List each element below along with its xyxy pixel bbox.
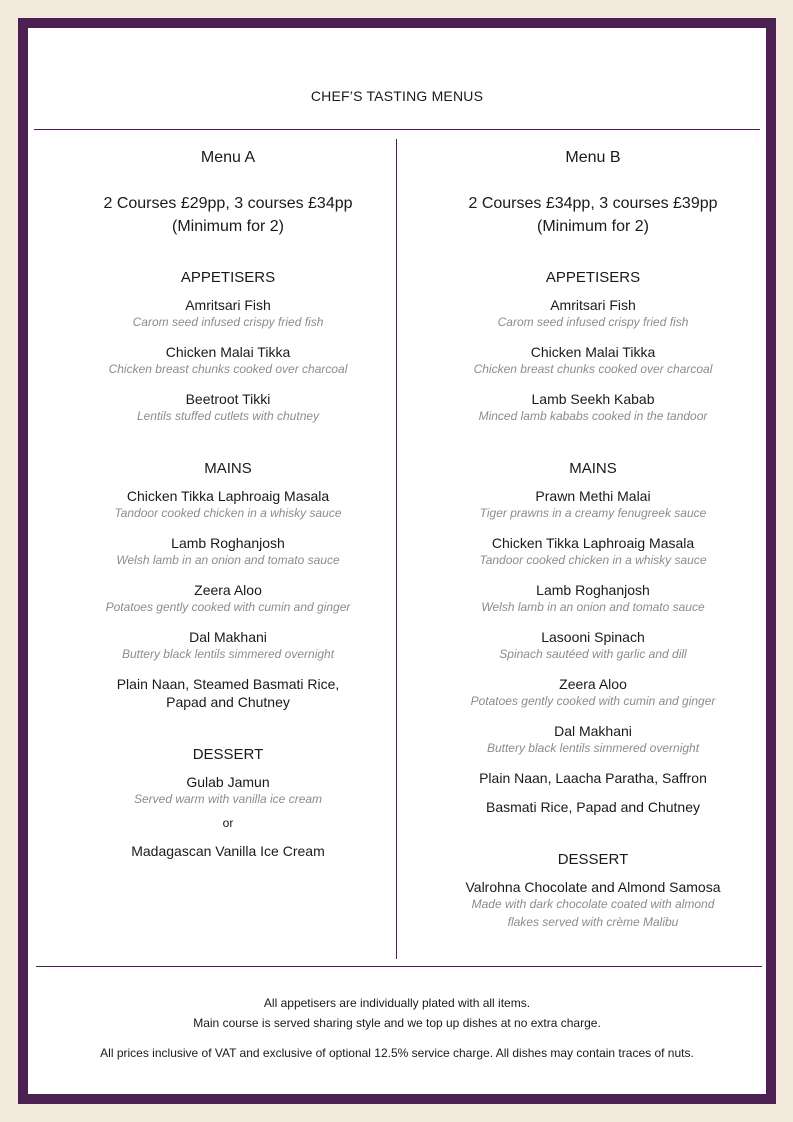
dish-description: Chicken breast chunks cooked over charcoal [473,362,713,376]
menu-b-column [433,148,753,943]
menu-a-sides: Plain Naan, Steamed Basmati Rice, [116,676,340,692]
bottom-divider [36,966,762,967]
menu-frame [18,18,776,1104]
menu-b-sides: Plain Naan, Laacha Paratha, Saffron [479,770,707,786]
dish-name: Beetroot Tikki [185,391,271,407]
footer-line: All appetisers are individually plated with all items. [263,996,531,1010]
dish-description: Buttery black lentils simmered overnight [486,741,700,755]
menu-a-appetisers-heading: APPETISERS [180,269,276,286]
dish-name: Dal Makhani [554,723,632,739]
dish-name: Zeera Aloo [559,676,627,692]
menu-a-column [68,148,388,860]
menu-a-title: Menu A [200,149,256,166]
dish-description: Tiger prawns in a creamy fenugreek sauce [479,506,707,520]
menu-b-mains-heading: MAINS [569,460,617,477]
footer-line: All prices inclusive of VAT and exclusive of optional 12.5% service charge. All dishes may contain traces of nuts. [100,1046,694,1060]
footer-notes [28,993,766,1063]
menu-a-price: 2 Courses £29pp, 3 courses £34pp [103,195,353,212]
dish-name: Gulab Jamun [186,774,270,790]
menu-b-minimum: (Minimum for 2) [536,218,649,235]
dish-name: Amritsari Fish [550,297,636,313]
dish-name: Zeera Aloo [194,582,262,598]
dish-description: Chicken breast chunks cooked over charcoal [108,362,348,376]
dish-name: Prawn Methi Malai [535,488,651,504]
dish-description: Carom seed infused crispy fried fish [132,315,324,329]
dish-name: Lamb Roghanjosh [171,535,285,551]
dish-name: Lasooni Spinach [541,629,645,645]
menu-a-sides: Papad and Chutney [166,694,290,710]
dish-name: Chicken Tikka Laphroaig Masala [491,535,695,551]
footer-line: Main course is served sharing style and we top up dishes at no extra charge. [193,1016,601,1030]
dish-description: Buttery black lentils simmered overnight [121,647,335,661]
column-divider [396,139,397,959]
menu-b-appetisers-heading: APPETISERS [545,269,641,286]
dish-description: Tandoor cooked chicken in a whisky sauce [114,506,342,520]
dish-name: Chicken Tikka Laphroaig Masala [126,488,330,504]
dessert-or: or [222,816,234,830]
dish-description: Carom seed infused crispy fried fish [497,315,689,329]
menu-b-sides: Basmati Rice, Papad and Chutney [485,799,700,815]
menu-b-title: Menu B [565,149,621,166]
dish-description: Lentils stuffed cutlets with chutney [136,409,320,423]
dish-name: Lamb Roghanjosh [536,582,650,598]
page-title: CHEF’S TASTING MENUS [310,88,484,104]
dish-description: Potatoes gently cooked with cumin and ginger [105,600,351,614]
dish-description: flakes served with crème Malibu [507,915,679,929]
dish-description: Potatoes gently cooked with cumin and ginger [470,694,716,708]
dish-description: Minced lamb kababs cooked in the tandoor [478,409,708,423]
menu-a-mains-heading: MAINS [204,460,252,477]
dish-name: Amritsari Fish [185,297,271,313]
dish-description: Spinach sautéed with garlic and dill [499,647,687,661]
dish-name: Madagascan Vanilla Ice Cream [131,843,325,859]
dish-description: Made with dark chocolate coated with almond [471,897,715,911]
dish-description: Welsh lamb in an onion and tomato sauce [481,600,705,614]
menu-a-dessert-heading: DESSERT [192,746,264,763]
menu-a-minimum: (Minimum for 2) [171,218,284,235]
dish-name: Chicken Malai Tikka [530,344,656,360]
top-divider [34,129,760,130]
menu-b-price: 2 Courses £34pp, 3 courses £39pp [468,195,718,212]
dish-name: Chicken Malai Tikka [165,344,291,360]
dish-name: Lamb Seekh Kabab [531,391,655,407]
dish-description: Tandoor cooked chicken in a whisky sauce [479,553,707,567]
dish-description: Welsh lamb in an onion and tomato sauce [116,553,340,567]
menu-b-dessert-heading: DESSERT [557,851,629,868]
dish-description: Served warm with vanilla ice cream [133,792,323,806]
dish-name: Dal Makhani [189,629,267,645]
dish-name: Valrohna Chocolate and Almond Samosa [465,879,721,895]
